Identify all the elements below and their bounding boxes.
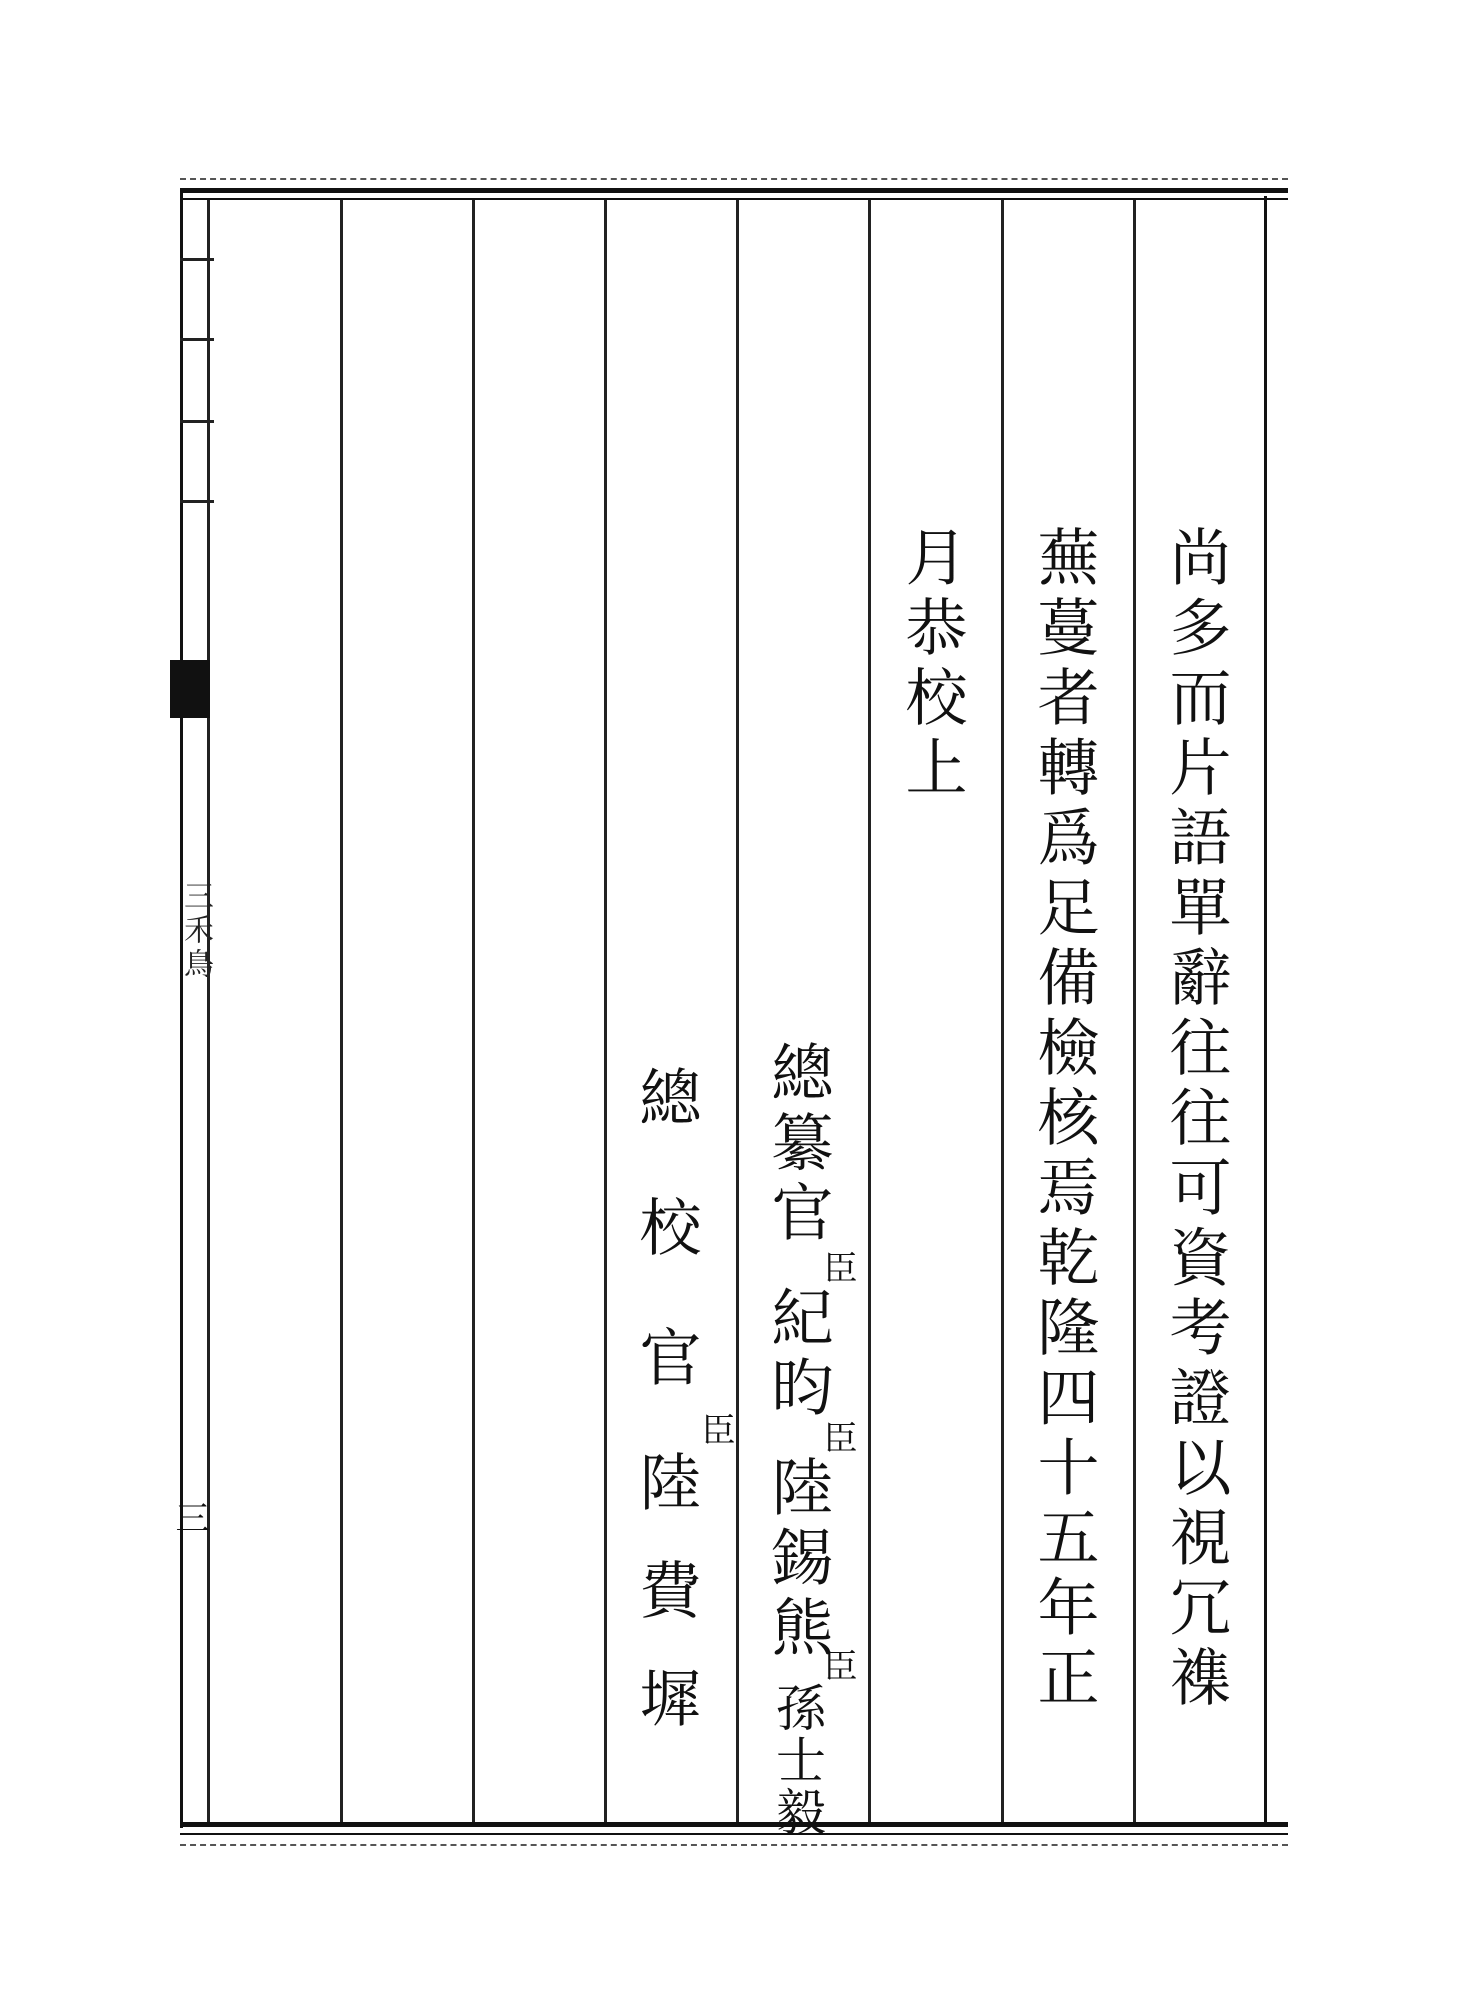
left-frame-edge — [180, 188, 183, 1828]
column-divider — [340, 200, 343, 1822]
folio-number: 三 — [169, 1500, 209, 1534]
official-mark: 臣 — [695, 1412, 735, 1446]
proofreader-name: 陸費墀 — [629, 1450, 702, 1774]
official-mark: 臣 — [817, 1420, 857, 1454]
top-dashed-border — [180, 178, 1288, 180]
column-divider — [736, 200, 739, 1822]
column-divider — [1001, 200, 1004, 1822]
text-column-1: 尚多而片語單辭往往可資考證以視冗襍 — [1159, 525, 1232, 1715]
top-border-rule — [180, 188, 1288, 193]
compiler-title: 總纂官 — [761, 1040, 834, 1250]
compiler-name: 紀昀 — [761, 1285, 834, 1425]
margin-mark — [180, 338, 214, 341]
margin-mark — [180, 420, 214, 423]
proofreader-title: 總校官 — [629, 1065, 702, 1455]
bottom-border-rule — [180, 1822, 1288, 1827]
top-inner-rule — [180, 198, 1288, 200]
right-frame-edge — [1264, 196, 1267, 1826]
text-column-2: 蕪蔓者轉爲足備檢核焉乾隆四十五年正 — [1027, 525, 1100, 1715]
official-mark: 臣 — [817, 1648, 857, 1682]
compiler-name: 孫士毅 — [768, 1682, 826, 1838]
text-column-3: 月恭校上 — [895, 525, 968, 805]
bottom-inner-rule — [180, 1833, 1288, 1835]
column-divider — [1133, 200, 1136, 1822]
column-divider — [472, 200, 475, 1822]
column-divider — [604, 200, 607, 1822]
official-mark: 臣 — [817, 1250, 857, 1284]
column-divider — [868, 200, 871, 1822]
fishtail-mark — [170, 660, 210, 718]
column-divider — [207, 200, 210, 1822]
margin-mark — [180, 258, 214, 261]
bottom-dashed-border — [180, 1844, 1288, 1846]
compiler-name: 陸錫熊 — [761, 1455, 834, 1665]
margin-label: 三禾鳥 — [178, 880, 213, 982]
margin-mark — [180, 500, 214, 503]
